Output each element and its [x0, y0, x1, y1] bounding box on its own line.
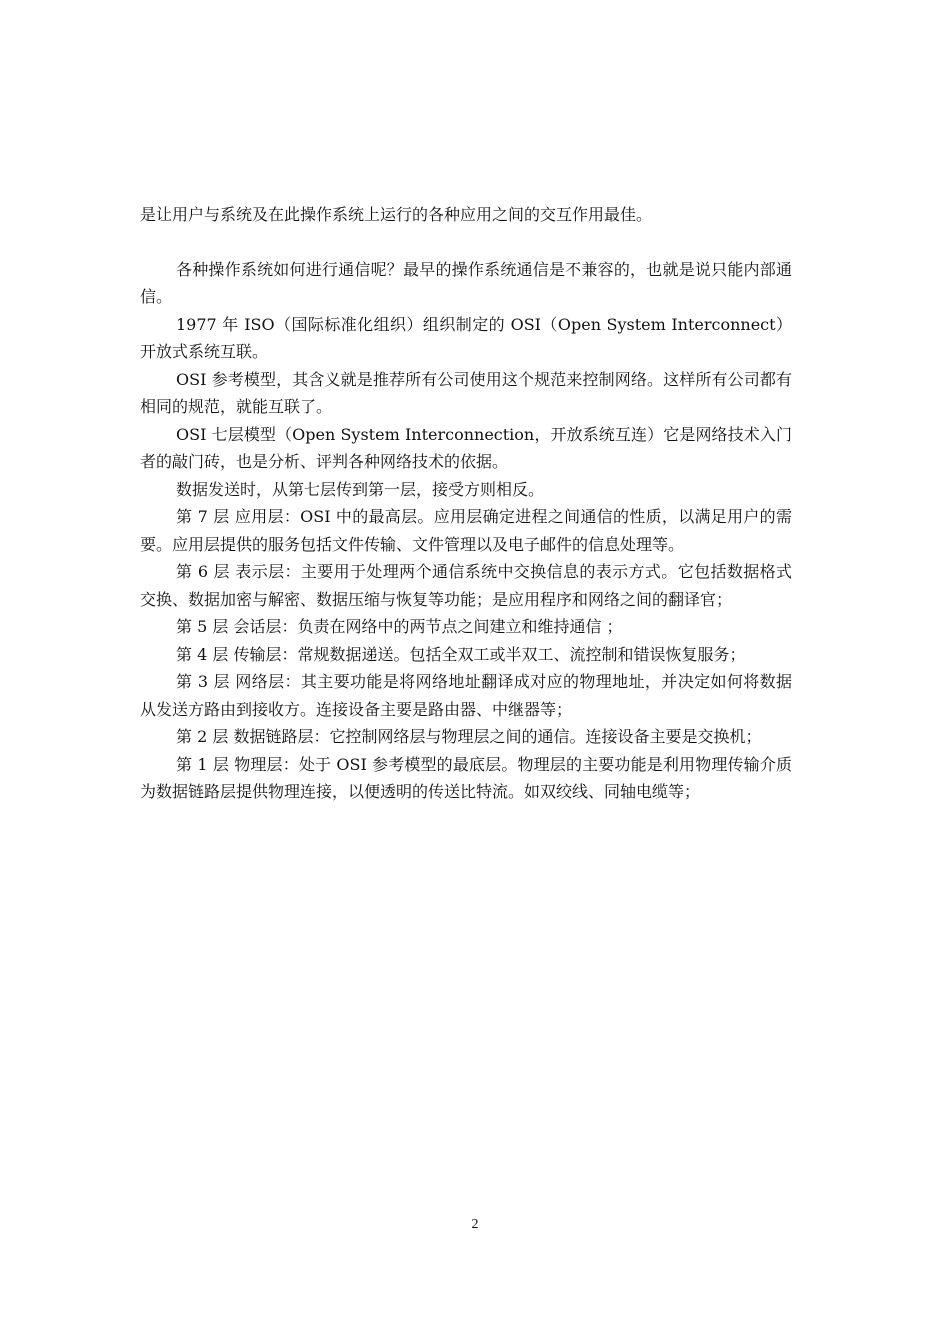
paragraph-os-communication: 各种操作系统如何进行通信呢？最早的操作系统通信是不兼容的，也就是说只能内部通信。: [140, 259, 792, 306]
paragraph-layer-2: 第 2 层 数据链路层：它控制网络层与物理层之间的通信。连接设备主要是交换机；: [176, 727, 762, 746]
paragraph-osi-seven-layers: OSI 七层模型（Open System Interconnection，开放系统互连）它是网络技术入门者的敲门砖，也是分析、评判各种网络技术的依据。: [140, 424, 792, 471]
paragraph-layer-1: 第 1 层 物理层：处于 OSI 参考模型的最底层。物理层的主要功能是利用物理传输介质为数据链路层提供物理连接，以便透明的传送比特流。如双绞线、同轴电缆等；: [140, 754, 792, 801]
page-number: 2: [471, 1217, 479, 1232]
paragraph-layer-3: 第 3 层 网络层：其主要功能是将网络地址翻译成对应的物理地址，并决定如何将数据从发送方路由到接收方。连接设备主要是路由器、中继器等；: [140, 672, 792, 719]
paragraph-iso-1977: 1977 年 ISO（国际标准化组织）组织制定的 OSI（Open System Interconnect）开放式系统互联。: [140, 314, 792, 361]
page-body: [140, 201, 792, 806]
paragraph-layer-5: 第 5 层 会话层：负责在网络中的两节点之间建立和维持通信 ；: [176, 617, 623, 636]
paragraph-gap: [140, 229, 792, 256]
paragraph-osi-reference-model: OSI 参考模型，其含义就是推荐所有公司使用这个规范来控制网络。这样所有公司都有相同的规范，就能互联了。: [140, 369, 792, 416]
paragraph-data-sending: 数据发送时，从第七层传到第一层，接受方则相反。: [176, 479, 545, 499]
paragraph-continuation: 是让用户与系统及在此操作系统上运行的各种应用之间的交互作用最佳。: [140, 205, 653, 224]
paragraph-layer-6: 第 6 层 表示层：主要用于处理两个通信系统中交换信息的表示方式。它包括数据格式交换、数据加密与解密、数据压缩与恢复等功能；是应用程序和网络之间的翻译官；: [140, 562, 792, 609]
paragraph-layer-4: 第 4 层 传输层：常规数据递送。包括全双工或半双工、流控制和错误恢复服务；: [176, 644, 746, 664]
paragraph-layer-7: 第 7 层 应用层：OSI 中的最高层。应用层确定进程之间通信的性质，以满足用户的需要。应用层提供的服务包括文件传输、文件管理以及电子邮件的信息处理等。: [140, 507, 792, 554]
